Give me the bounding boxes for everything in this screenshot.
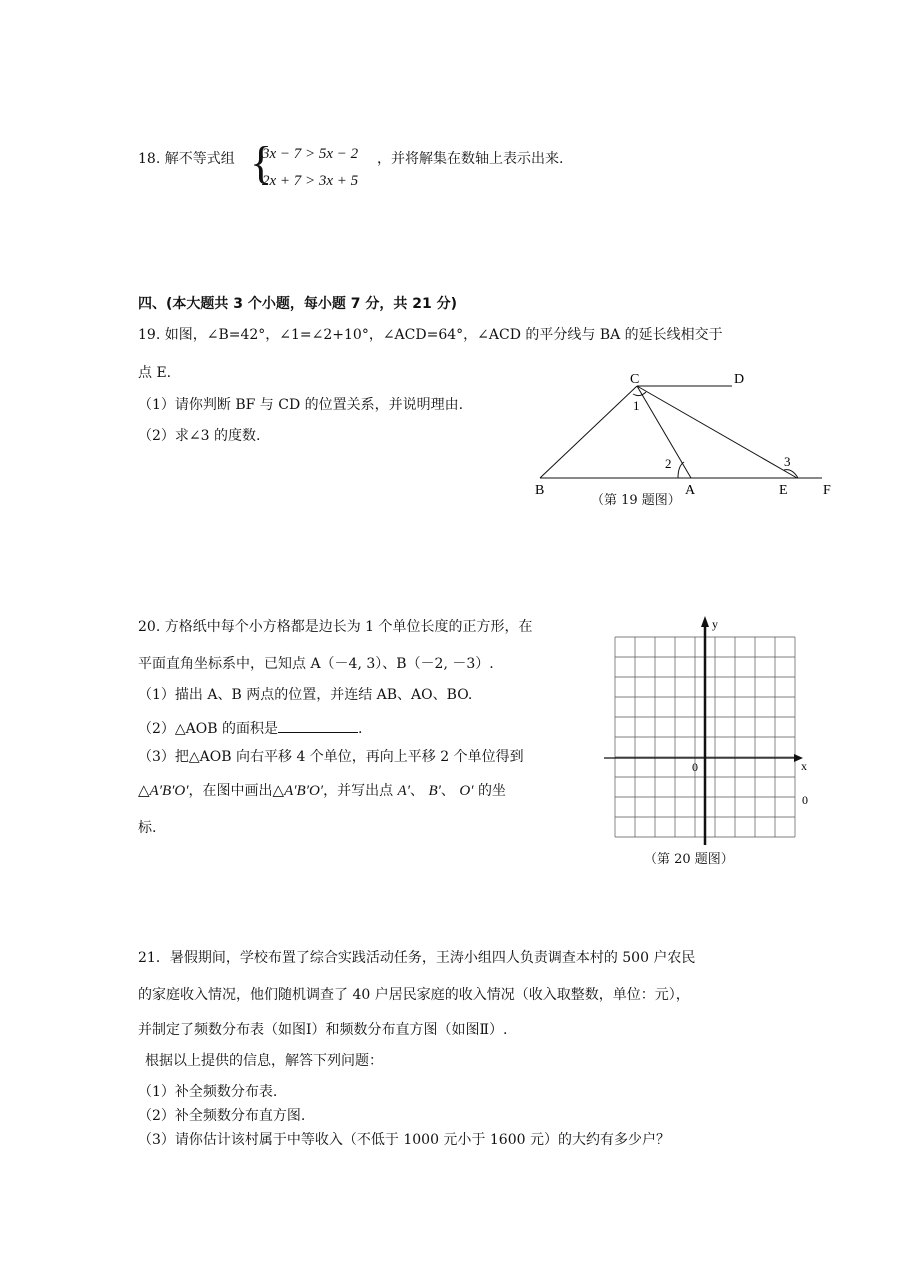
label-b: B — [535, 483, 545, 498]
q20-part3-mid2: ，并写出点 — [323, 783, 394, 799]
y-axis-arrow — [701, 616, 709, 627]
label-angle-2: 2 — [665, 456, 672, 471]
q20-part1: （1）描出 A、B 两点的位置，并连结 AB、AO、BO. — [138, 687, 473, 703]
q18-inequality-1: 3x − 7 > 5x − 2 — [262, 146, 359, 162]
q21-part2: （2）补全频数分布直方图. — [138, 1108, 306, 1124]
sep-2: 、 — [440, 783, 455, 799]
q21-part1: （1）补全频数分布表. — [138, 1084, 278, 1100]
x-axis-label: x — [801, 759, 807, 773]
q18-brace: { — [250, 137, 273, 188]
q21-part3: （3）请你估计该村属于中等收入（不低于 1000 元小于 1600 元）的大约有多少户？ — [138, 1132, 670, 1148]
q20-part3-line3: 标. — [138, 820, 157, 836]
triangle-a-prime-1: △A′B′O′ — [138, 783, 189, 799]
q20-part3-end: 的坐 — [477, 783, 506, 799]
sep-1: 、 — [410, 783, 424, 799]
q20-part2-text: （2）△AOB 的面积是 — [138, 721, 278, 737]
q19-part1: （1）请你判断 BF 与 CD 的位置关系，并说明理由. — [138, 397, 464, 413]
q19-line2: 点 E. — [138, 365, 172, 381]
label-f: F — [823, 483, 831, 498]
point-a-prime: A′ — [397, 783, 410, 799]
section4-heading: 四、(本大题共 3 个小题，每小题 7 分，共 21 分) — [138, 296, 458, 312]
q20-figure-caption: （第 20 题图） — [644, 852, 734, 867]
q20-part3-line1: （3）把△AOB 向右平移 4 个单位，再向上平移 2 个单位得到 — [138, 749, 524, 765]
q20-part3-mid: ，在图中画出 — [188, 783, 273, 799]
q21-line2: 的家庭收入情况，他们随机调查了 40 户居民家庭的收入情况（收入取整数，单位：元）， — [138, 987, 690, 1003]
q20-line1: 20. 方格纸中每个小方格都是边长为 1 个单位长度的正方形，在 — [138, 619, 533, 635]
q21-line1: 21．暑假期间，学校布置了综合实践活动任务，王涛小组四人负责调查本村的 500 户农民 — [138, 950, 696, 966]
label-e: E — [779, 483, 788, 498]
triangle-a-prime-2: △A′B′O′ — [272, 783, 324, 799]
q19-figure-caption: （第 19 题图） — [591, 493, 681, 508]
label-c: C — [630, 372, 640, 387]
q20-line2: 平面直角坐标系中，已知点 A（－4, 3）、B（－2, －3）. — [138, 656, 494, 672]
point-b-prime: B′ — [428, 783, 441, 799]
q18-inequality-2: 2x + 7 > 3x + 5 — [262, 173, 359, 189]
q19-part2: （2）求∠3 的度数. — [138, 428, 261, 444]
q20-part2-end: . — [358, 721, 363, 737]
label-a: A — [685, 483, 696, 498]
y-axis-label: y — [712, 617, 718, 631]
q18-label: 18. 解不等式组 — [138, 151, 235, 167]
q21-line3: 并制定了频数分布表（如图Ⅰ）和频数分布直方图（如图Ⅱ）. — [138, 1022, 508, 1038]
q21-line4: 根据以上提供的信息，解答下列问题： — [145, 1053, 383, 1069]
origin-label: 0 — [692, 760, 698, 774]
point-o-prime: O′ — [459, 783, 474, 799]
label-d: D — [734, 372, 745, 387]
q18-tail: ，并将解集在数轴上表示出来. — [377, 151, 564, 167]
label-angle-3: 3 — [784, 454, 791, 469]
q19-line1: 19. 如图，∠B=42°，∠1=∠2+10°，∠ACD=64°，∠ACD 的平分线与 BA 的延长线相交于 — [138, 327, 723, 343]
side-label: 0 — [802, 793, 808, 807]
label-angle-1: 1 — [633, 398, 640, 413]
